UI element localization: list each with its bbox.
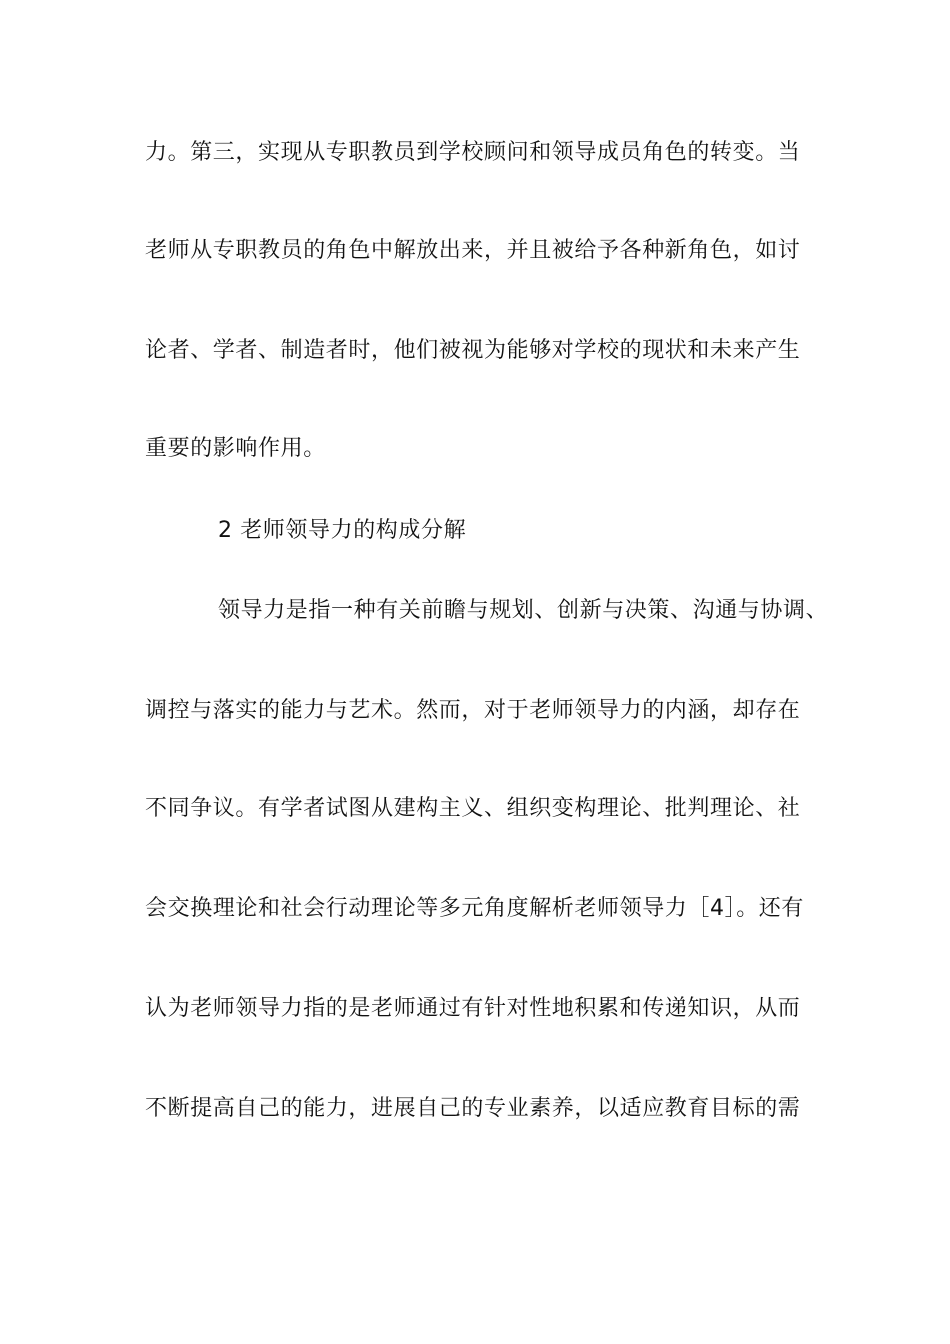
paragraph-line: 认为老师领导力指的是老师通过有针对性地积累和传递知识，从而 <box>145 996 801 1021</box>
paragraph-line: 老师从专职教员的角色中解放出来，并且被给予各种新角色，如讨 <box>145 238 801 263</box>
paragraph-line: 调控与落实的能力与艺术。然而，对于老师领导力的内涵，却存在 <box>145 698 801 723</box>
paragraph-line: 领导力是指一种有关前瞻与规划、创新与决策、沟通与协调、 <box>218 598 829 623</box>
paragraph-line: 会交换理论和社会行动理论等多元角度解析老师领导力［4］。还有 <box>145 896 804 921</box>
paragraph-line: 不断提高自己的能力，进展自己的专业素养，以适应教育目标的需 <box>145 1096 801 1121</box>
paragraph-line: 力。第三，实现从专职教员到学校顾问和领导成员角色的转变。当 <box>145 140 801 165</box>
paragraph-line: 论者、学者、制造者时，他们被视为能够对学校的现状和未来产生 <box>145 338 801 363</box>
paragraph-line: 重要的影响作用。 <box>145 436 326 461</box>
section-heading: 2 老师领导力的构成分解 <box>218 518 467 543</box>
paragraph-line: 不同争议。有学者试图从建构主义、组织变构理论、批判理论、社 <box>145 796 801 821</box>
